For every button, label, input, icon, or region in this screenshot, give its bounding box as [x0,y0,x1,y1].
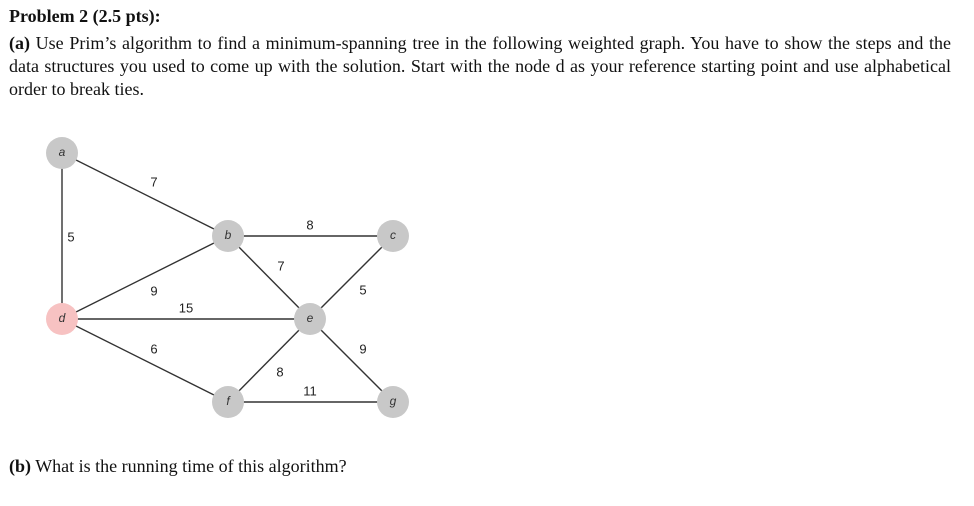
part-b-label: (b) [9,456,31,476]
node-label-a: a [58,145,66,160]
node-label-g: g [389,394,397,409]
node-b [212,220,244,252]
node-label-c: c [390,228,396,243]
edge-weight-a-d: 5 [67,229,75,245]
edge-weight-f-g: 11 [303,383,317,399]
node-c [377,220,409,252]
edge-weight-b-d: 9 [150,283,158,299]
edge-e-f [228,319,310,402]
part-b-text: What is the running time of this algorithm? [35,456,347,476]
part-a-label: (a) [9,33,30,53]
edge-weight-a-b: 7 [150,174,158,190]
edge-weight-d-e: 15 [178,300,194,316]
node-f [212,386,244,418]
node-a [46,137,78,169]
edge-weight-c-e: 5 [359,282,367,298]
node-label-f: f [226,394,230,409]
node-label-b: b [224,228,232,243]
edge-d-f [62,319,228,402]
part-b-question [9,456,347,477]
edge-c-e [310,236,393,319]
edge-weight-b-e: 7 [277,258,285,274]
node-e [294,303,326,335]
problem-title: Problem 2 (2.5 pts): [9,6,161,26]
node-g [377,386,409,418]
edge-weight-d-f: 6 [150,341,158,357]
edge-weight-e-g: 9 [359,341,367,357]
node-d [46,303,78,335]
part-a-text: Use Prim’s algorithm to find a minimum-spanning tree in the following weighted graph. You have to show the steps and the data structures you used to come up with the solution. Start with the node d as your reference starting point and use alphabetical order to break ties. [9,33,951,99]
edge-b-d [62,236,228,319]
node-label-e: e [306,311,314,326]
node-label-d: d [58,311,66,326]
edge-b-e [228,236,310,319]
edge-a-b [62,153,228,236]
edge-e-g [310,319,393,402]
edge-weight-b-c: 8 [306,217,314,233]
edge-weight-e-f: 8 [276,364,284,380]
